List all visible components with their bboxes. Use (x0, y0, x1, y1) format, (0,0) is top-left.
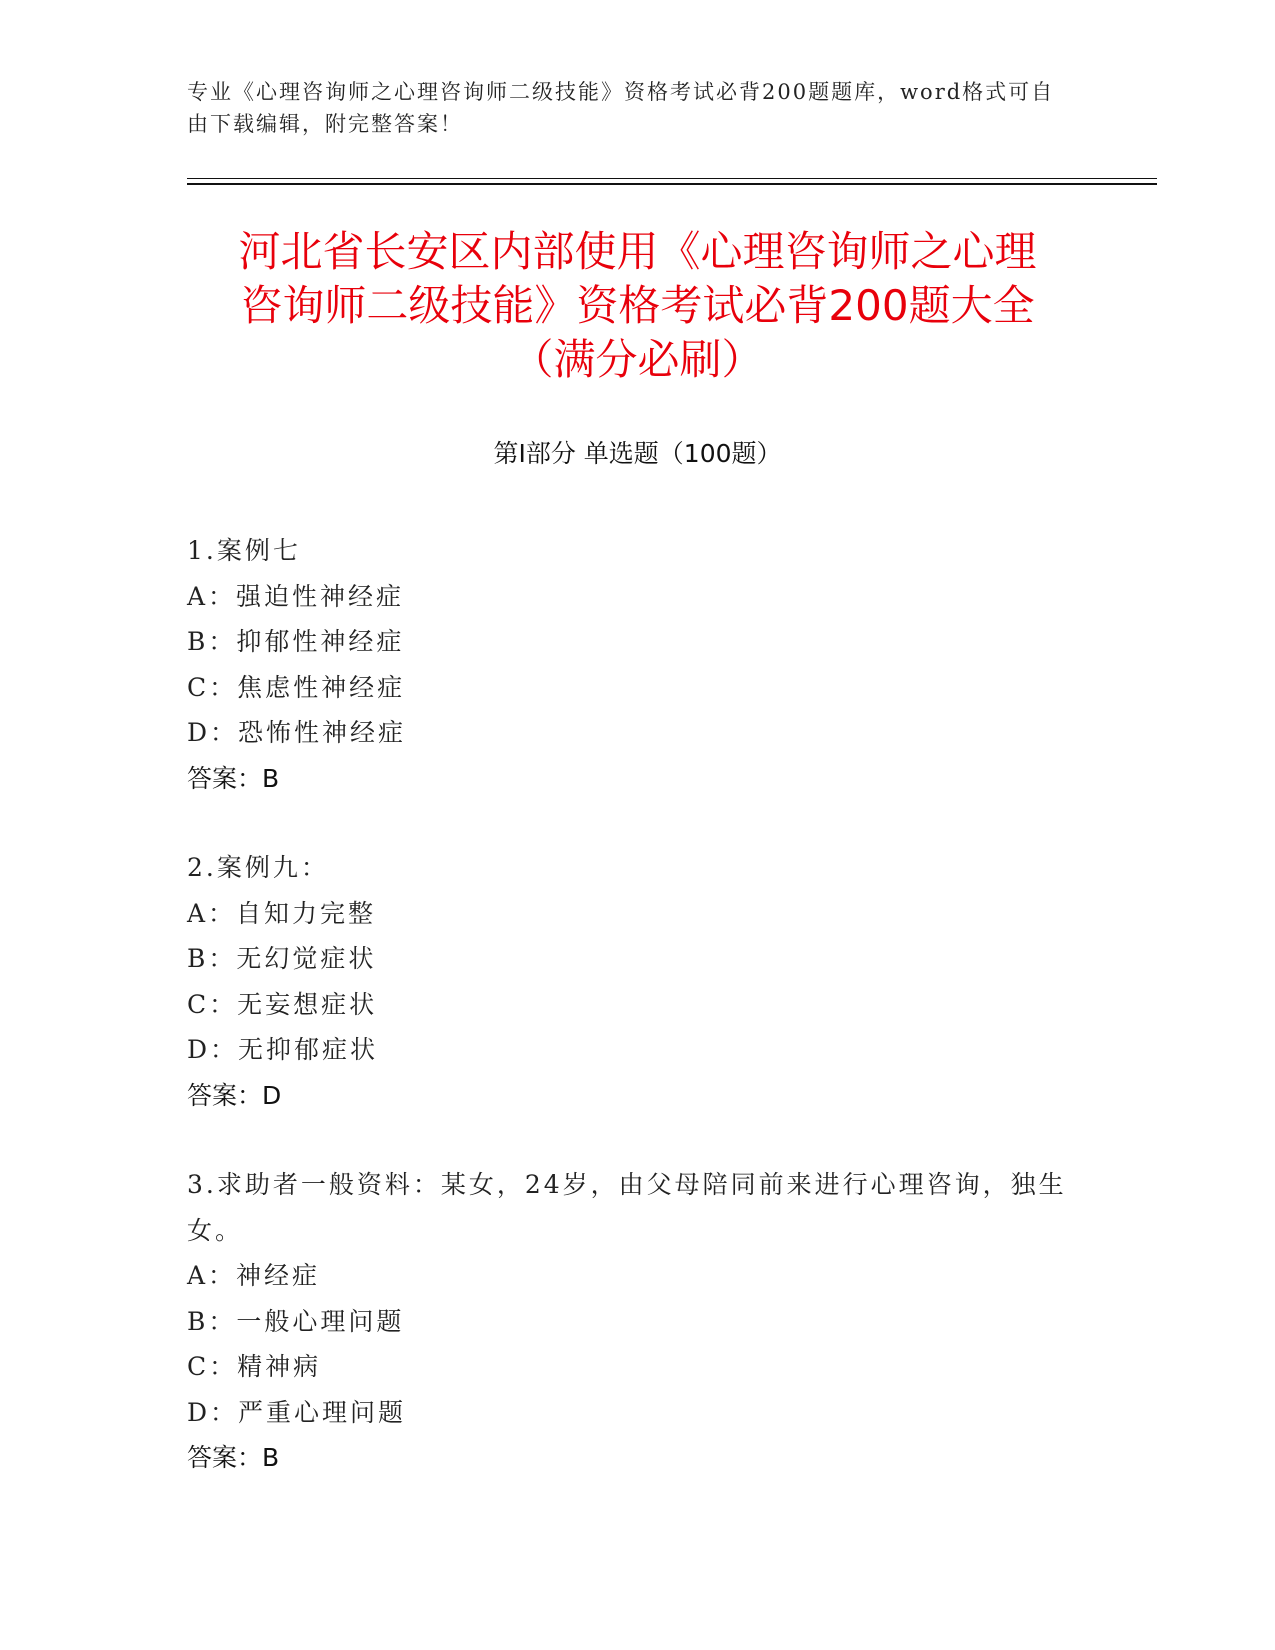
answer: 答案：B (187, 763, 280, 793)
answer: 答案：B (187, 1443, 280, 1472)
header-note: 专业《心理咨询师之心理咨询师二级技能》资格考试必背200题题库，word格式可自由下载编辑，附完整答案！ (187, 80, 1055, 136)
document-title (150, 225, 1125, 387)
option-c: C：无妄想症状 (187, 989, 378, 1019)
option-d: D：严重心理问题 (187, 1397, 407, 1427)
question-list (187, 528, 1067, 1525)
option-a: A：神经症 (187, 1261, 321, 1290)
question-2 (187, 845, 1067, 1118)
option-b: B：抑郁性神经症 (187, 627, 405, 656)
title-line-2: 咨询师二级技能》资格考试必背200题大全 (240, 281, 1035, 330)
section-title: 第Ⅰ部分 单选题（100题） (493, 439, 782, 468)
option-d: D：恐怖性神经症 (187, 718, 407, 747)
option-a: A：强迫性神经症 (187, 581, 405, 611)
answer: 答案：D (187, 1080, 282, 1110)
question-stem: 2.案例九： (187, 853, 329, 882)
option-c: C：焦虑性神经症 (187, 672, 406, 702)
title-line-1: 河北省长安区内部使用《心理咨询师之心理 (238, 227, 1037, 276)
option-d: D：无抑郁症状 (187, 1035, 379, 1064)
question-3 (187, 1162, 1067, 1481)
question-1 (187, 528, 1067, 801)
option-b: B：无幻觉症状 (187, 944, 377, 973)
header-divider-thick (187, 183, 1157, 185)
header-divider-thin (187, 178, 1157, 179)
option-b: B：一般心理问题 (187, 1306, 405, 1336)
option-a: A：自知力完整 (187, 898, 377, 928)
title-line-3: （满分必刷） (511, 335, 764, 384)
question-stem: 1.案例七 (187, 536, 301, 565)
question-stem: 3.求助者一般资料：某女，24岁，由父母陪同前来进行心理咨询，独生女。 (187, 1170, 1067, 1245)
option-c: C：精神病 (187, 1352, 322, 1381)
